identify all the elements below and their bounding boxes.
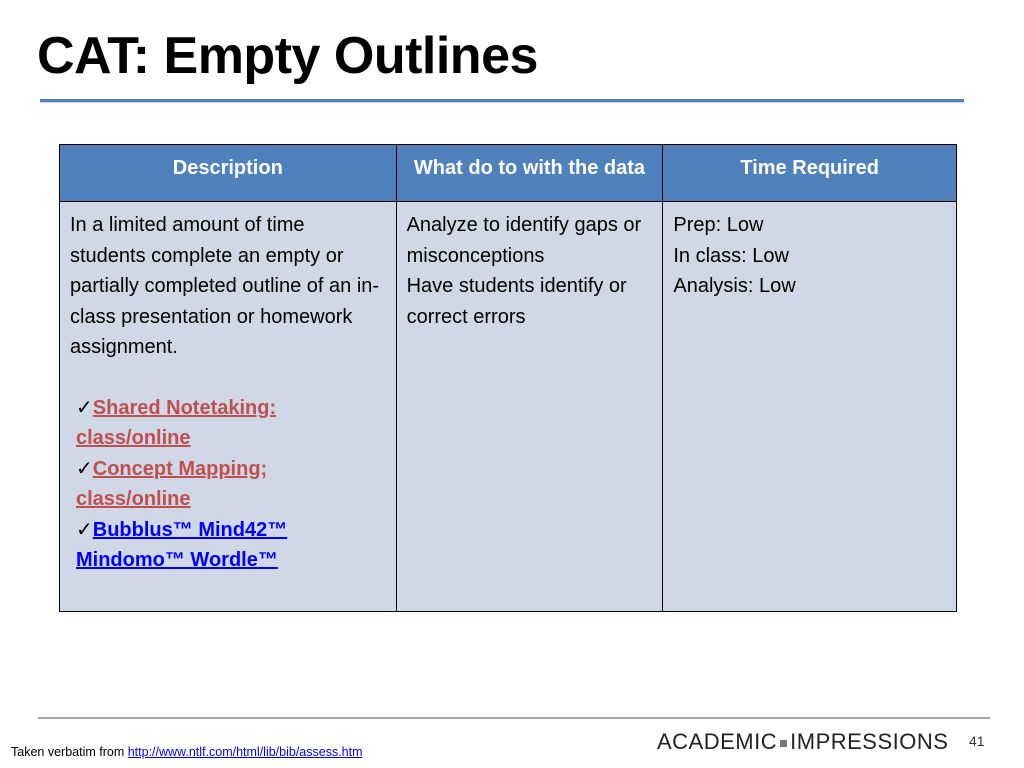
time-analysis: Analysis: Low: [673, 275, 796, 297]
checkmark-icon: ✓: [76, 518, 93, 541]
source-prefix: Taken verbatim from: [11, 745, 128, 759]
what-to-do-line: Analyze to identify gaps or misconceptions: [406, 214, 642, 267]
link-item-shared-notetaking: [76, 393, 386, 454]
cell-what-to-do: [396, 202, 663, 612]
link-item-tools: [76, 515, 386, 576]
link-item-concept-mapping: [76, 454, 386, 515]
title-divider: [40, 99, 964, 102]
footer-divider: [38, 717, 990, 719]
header-what-to-do: What do to with the data: [396, 145, 663, 202]
academic-impressions-logo: [657, 729, 948, 755]
time-in-class: In class: Low: [673, 244, 789, 267]
brand-right: IMPRESSIONS: [790, 729, 949, 754]
brand-left: ACADEMIC: [657, 729, 778, 754]
checkmark-icon: ✓: [76, 457, 93, 480]
source-link[interactable]: http://www.ntlf.com/html/lib/bib/assess.htm: [127, 745, 363, 759]
source-citation: [11, 745, 363, 759]
link-shared-notetaking[interactable]: Shared Notetaking: class/online: [76, 396, 277, 449]
description-text: In a limited amount of time students complete an empty or partially completed outline of an in-class presentation or homework assignment.: [70, 214, 380, 358]
table-row: [60, 202, 957, 612]
table-header-row: [60, 145, 957, 202]
logo-dot-icon: [780, 740, 787, 747]
header-time-required: Time Required: [663, 145, 957, 202]
spacer: [70, 363, 386, 393]
cell-description: [60, 202, 397, 612]
link-concept-mapping[interactable]: Concept Mapping; class/online: [76, 457, 268, 510]
slide-title: CAT: Empty Outlines: [37, 27, 538, 85]
link-list: [70, 393, 386, 576]
page-number: 41: [969, 733, 985, 749]
header-description: Description: [60, 145, 397, 202]
link-tools[interactable]: Bubblus™ Mind42™ Mindomo™ Wordle™: [76, 518, 288, 571]
cell-time-required: [663, 202, 957, 612]
time-prep: Prep: Low: [673, 214, 764, 236]
what-to-do-line: Have students identify or correct errors: [406, 275, 627, 328]
cat-table: [59, 144, 957, 612]
checkmark-icon: ✓: [76, 396, 93, 419]
